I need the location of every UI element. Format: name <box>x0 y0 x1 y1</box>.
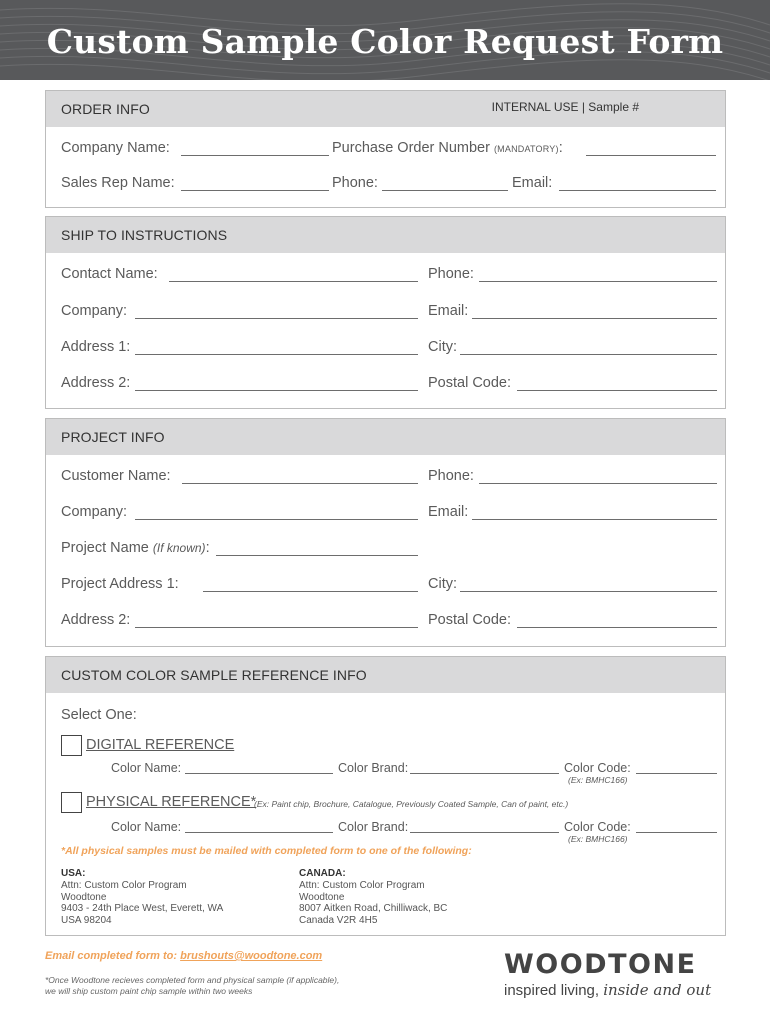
address1-label: Address 1: <box>61 339 131 355</box>
phone-label: Phone: <box>428 266 474 282</box>
phone-field[interactable] <box>479 281 717 282</box>
contact-name-label: Contact Name: <box>61 266 158 282</box>
form-title: Custom Sample Color Request Form <box>46 22 724 61</box>
usa-line: Attn: Custom Color Program <box>61 879 187 891</box>
email-field[interactable] <box>472 318 717 319</box>
color-code-example: (Ex: BMHC166) <box>568 834 628 844</box>
physical-color-code-field[interactable] <box>636 832 717 833</box>
address2-field[interactable] <box>135 390 418 391</box>
email-link[interactable]: brushouts@woodtone.com <box>180 950 323 962</box>
mail-instruction-note: *All physical samples must be mailed with completed form to one of the following: <box>61 845 472 857</box>
usa-line: USA 98204 <box>61 915 112 927</box>
address2-label: Address 2: <box>61 612 131 628</box>
city-field[interactable] <box>460 354 717 355</box>
color-brand-label: Color Brand: <box>338 761 409 775</box>
sales-rep-label: Sales Rep Name: <box>61 175 175 191</box>
company-label: Company: <box>61 504 128 520</box>
phone-field[interactable] <box>479 483 717 484</box>
customer-name-label: Customer Name: <box>61 468 171 484</box>
phone-field[interactable] <box>382 190 508 191</box>
color-reference-header <box>46 657 725 693</box>
brand-tagline: inspired living, inside and out <box>504 981 712 999</box>
postal-code-field[interactable] <box>517 390 717 391</box>
email-label: Email: <box>428 504 469 520</box>
physical-color-brand-field[interactable] <box>410 832 559 833</box>
woodtone-logo <box>504 950 711 999</box>
project-name-field[interactable] <box>216 555 418 556</box>
ship-to-section <box>45 216 726 409</box>
digital-reference-label: DIGITAL REFERENCE <box>86 737 235 753</box>
color-name-label: Color Name: <box>111 761 182 775</box>
color-name-label: Color Name: <box>111 820 182 834</box>
internal-use-label: INTERNAL USE | Sample # <box>491 100 639 114</box>
color-code-label: Color Code: <box>564 820 631 834</box>
company-field[interactable] <box>135 318 418 319</box>
usa-heading: USA: <box>61 868 86 879</box>
email-label: Email: <box>428 303 469 319</box>
address1-field[interactable] <box>135 354 418 355</box>
color-reference-section <box>45 656 726 936</box>
company-name-label: Company Name: <box>61 140 170 156</box>
section-title: SHIP TO INSTRUCTIONS <box>61 227 228 243</box>
usa-line: 9403 - 24th Place West, Everett, WA <box>61 903 224 915</box>
physical-reference-checkbox[interactable] <box>61 792 82 813</box>
project-address1-field[interactable] <box>203 591 418 592</box>
po-number-label: Purchase Order Number (MANDATORY): <box>332 140 563 156</box>
phone-label: Phone: <box>332 175 378 191</box>
brand-name: WOODTONE <box>504 949 697 980</box>
color-brand-label: Color Brand: <box>338 820 409 834</box>
physical-reference-label: PHYSICAL REFERENCE* <box>86 794 257 810</box>
digital-reference-checkbox[interactable] <box>61 735 82 756</box>
postal-code-label: Postal Code: <box>428 375 512 391</box>
company-field[interactable] <box>135 519 418 520</box>
project-address1-label: Project Address 1: <box>61 576 179 592</box>
select-one-label: Select One: <box>61 707 137 723</box>
usa-line: Woodtone <box>61 891 107 903</box>
color-code-label: Color Code: <box>564 761 631 775</box>
postal-code-field[interactable] <box>517 627 717 628</box>
ship-to-header <box>46 217 725 253</box>
city-label: City: <box>428 339 457 355</box>
canada-address <box>299 868 447 927</box>
canada-line: Attn: Custom Color Program <box>299 879 425 891</box>
project-info-section <box>45 418 726 647</box>
canada-heading: CANADA: <box>299 868 346 879</box>
page-header <box>0 0 770 80</box>
project-name-label: Project Name (If known): <box>61 540 210 556</box>
city-field[interactable] <box>460 591 717 592</box>
section-title: PROJECT INFO <box>61 429 165 445</box>
email-field[interactable] <box>559 190 716 191</box>
physical-reference-note: (Ex: Paint chip, Brochure, Catalogue, Previously Coated Sample, Can of paint, etc.) <box>254 799 569 809</box>
address2-field[interactable] <box>135 627 418 628</box>
order-info-section <box>45 90 726 208</box>
digital-color-name-field[interactable] <box>185 773 333 774</box>
phone-label: Phone: <box>428 468 474 484</box>
color-code-example: (Ex: BMHC166) <box>568 775 628 785</box>
order-info-header <box>46 91 725 127</box>
company-name-field[interactable] <box>181 155 329 156</box>
physical-color-name-field[interactable] <box>185 832 333 833</box>
shipping-note: *Once Woodtone recieves completed form and physical sample (if applicable), we will ship custom paint chip sample within two weeks <box>45 975 340 996</box>
company-label: Company: <box>61 303 128 319</box>
section-title: CUSTOM COLOR SAMPLE REFERENCE INFO <box>61 667 367 683</box>
usa-address <box>61 868 223 927</box>
city-label: City: <box>428 576 457 592</box>
email-label: Email: <box>512 175 553 191</box>
project-info-header <box>46 419 725 455</box>
section-title: ORDER INFO <box>61 101 150 117</box>
digital-color-brand-field[interactable] <box>410 773 559 774</box>
customer-name-field[interactable] <box>182 483 418 484</box>
email-instruction: Email completed form to: brushouts@woodtone.com <box>45 950 323 962</box>
sales-rep-field[interactable] <box>181 190 329 191</box>
digital-color-code-field[interactable] <box>636 773 717 774</box>
address2-label: Address 2: <box>61 375 131 391</box>
canada-line: Canada V2R 4H5 <box>299 915 378 927</box>
canada-line: 8007 Aitken Road, Chilliwack, BC <box>299 903 448 915</box>
canada-line: Woodtone <box>299 891 345 903</box>
email-field[interactable] <box>472 519 717 520</box>
postal-code-label: Postal Code: <box>428 612 512 628</box>
contact-name-field[interactable] <box>169 281 418 282</box>
po-number-field[interactable] <box>586 155 716 156</box>
